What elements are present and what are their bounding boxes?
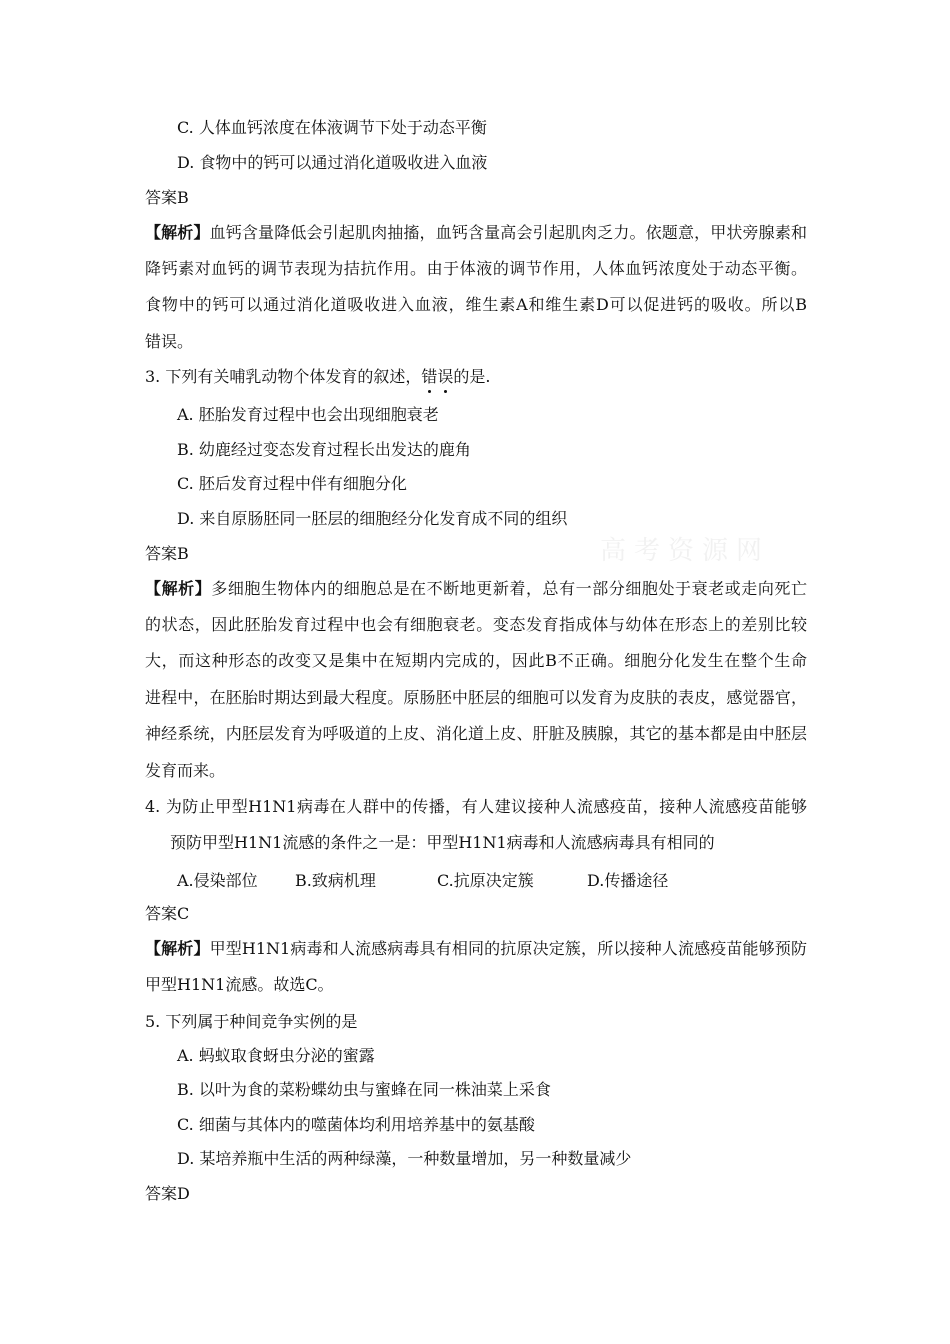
q2-option-d: D. 食物中的钙可以通过消化道吸收进入血液 — [177, 153, 488, 172]
q4-explanation-line-1 — [145, 938, 807, 960]
q4-options-row — [177, 868, 777, 890]
explanation-text: 多细胞生物体内的细胞总是在不断地更新着，总有一部分细胞处于衰老或走向死亡 — [211, 579, 807, 598]
q2-explanation-line-4: 错误。 — [145, 332, 194, 351]
q4-option-a: A.侵染部位 — [177, 871, 258, 890]
q3-explanation-line-5: 神经系统，内胚层发育为呼吸道的上皮、消化道上皮、肝脏及胰腺，其它的基本都是由中胚层 — [145, 724, 807, 743]
q3-answer: 答案B — [145, 544, 189, 563]
q2-option-c: C. 人体血钙浓度在体液调节下处于动态平衡 — [177, 118, 487, 137]
q5-option-a: A. 蚂蚁取食蚜虫分泌的蜜露 — [177, 1046, 375, 1065]
q3-stem — [145, 366, 490, 388]
explanation-tag: 【解析】 — [145, 579, 212, 598]
q3-option-d: D. 来自原肠胚同一胚层的细胞经分化发育成不同的组织 — [177, 509, 568, 528]
q2-explanation-line-1 — [145, 222, 807, 244]
q5-option-c: C. 细菌与其体内的噬菌体均利用培养基中的氨基酸 — [177, 1115, 535, 1134]
q4-option-b: B.致病机理 — [295, 871, 376, 890]
q3-stem-end: 的是. — [453, 367, 491, 386]
emphasis-mark: 错 — [421, 367, 438, 386]
q5-stem: 5. 下列属于种间竞争实例的是 — [145, 1012, 358, 1031]
explanation-text: 血钙含量降低会引起肌肉抽搐，血钙含量高会引起肌肉乏力。依题意，甲状旁腺素和 — [209, 223, 807, 242]
q4-stem-line-2: 预防甲型H1N1流感的条件之一是：甲型H1N1病毒和人流感病毒具有相同的 — [170, 833, 715, 852]
q3-explanation-line-6: 发育而来。 — [145, 761, 226, 780]
q5-option-d: D. 某培养瓶中生活的两种绿藻，一种数量增加，另一种数量减少 — [177, 1149, 632, 1168]
q4-explanation-line-2: 甲型H1N1流感。故选C。 — [145, 975, 334, 994]
q4-option-c: C.抗原决定簇 — [437, 871, 534, 890]
q3-explanation-line-1 — [145, 578, 807, 600]
q4-answer: 答案C — [145, 904, 190, 923]
q3-explanation-line-2: 的状态，因此胚胎发育过程中也会有细胞衰老。变态发育指成体与幼体在形态上的差别比较 — [145, 615, 807, 634]
q2-answer: 答案B — [145, 188, 189, 207]
q3-explanation-line-4: 进程中，在胚胎时期达到最大程度。原肠胚中胚层的细胞可以发育为皮肤的表皮，感觉器官， — [145, 688, 807, 707]
watermark: 高考资源网 — [600, 536, 771, 566]
q3-stem-text: 3. 下列有关哺乳动物个体发育的叙述， — [145, 367, 422, 386]
q3-explanation-line-3: 大，而这种形态的改变又是集中在短期内完成的，因此B不正确。细胞分化发生在整个生命 — [145, 651, 807, 670]
q3-option-c: C. 胚后发育过程中伴有细胞分化 — [177, 474, 407, 493]
explanation-tag: 【解析】 — [145, 223, 210, 242]
q5-option-b: B. 以叶为食的菜粉蝶幼虫与蜜蜂在同一株油菜上采食 — [177, 1080, 551, 1099]
q4-stem-line-1: 4. 为防止甲型H1N1病毒在人群中的传播，有人建议接种人流感疫苗，接种人流感疫苗能够 — [145, 797, 807, 816]
q2-explanation-line-3: 食物中的钙可以通过消化道吸收进入血液，维生素A和维生素D可以促进钙的吸收。所以B — [145, 295, 807, 314]
q5-answer: 答案D — [145, 1184, 190, 1203]
q3-option-b: B. 幼鹿经过变态发育过程长出发达的鹿角 — [177, 440, 471, 459]
explanation-text: 甲型H1N1病毒和人流感病毒具有相同的抗原决定簇，所以接种人流感疫苗能够预防 — [209, 939, 807, 958]
explanation-tag: 【解析】 — [145, 939, 210, 958]
emphasis-mark: 误 — [437, 367, 454, 386]
q4-option-d: D.传播途径 — [587, 871, 669, 890]
q2-explanation-line-2: 降钙素对血钙的调节表现为拮抗作用。由于体液的调节作用，人体血钙浓度处于动态平衡。 — [145, 259, 807, 278]
q3-option-a: A. 胚胎发育过程中也会出现细胞衰老 — [177, 405, 439, 424]
